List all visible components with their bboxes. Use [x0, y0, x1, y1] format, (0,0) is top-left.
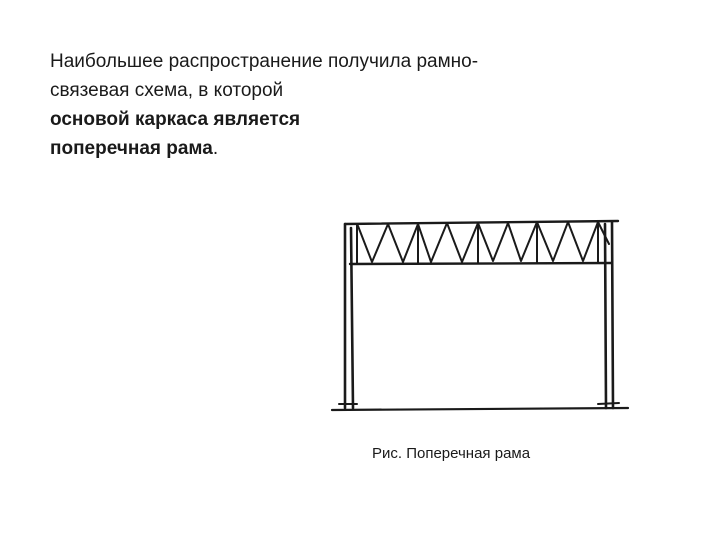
left-column: [345, 224, 353, 408]
figure-caption: Рис. Поперечная рама: [372, 445, 531, 462]
truss-bottom-chord: [350, 263, 611, 264]
body-text-line-4-bold: поперечная рама: [50, 138, 213, 159]
body-text-line-2: связевая схема, в которой: [50, 80, 284, 101]
column-bases: [339, 403, 619, 404]
truss-top-chord: [345, 221, 618, 224]
ground-line: [332, 408, 628, 410]
body-text: [50, 47, 650, 163]
frame-diagram: [328, 212, 638, 417]
right-column: [605, 222, 613, 408]
body-text-line-4: [50, 134, 650, 163]
body-text-line-1: Наибольшее распространение получила рамно-: [50, 51, 479, 72]
truss-web-members: [358, 222, 609, 262]
body-text-line-3-bold: основой каркаса является: [50, 109, 301, 130]
body-text-line-4-tail: .: [212, 138, 219, 159]
truss-verticals: [357, 222, 598, 263]
frame-diagram-svg: [328, 212, 638, 417]
